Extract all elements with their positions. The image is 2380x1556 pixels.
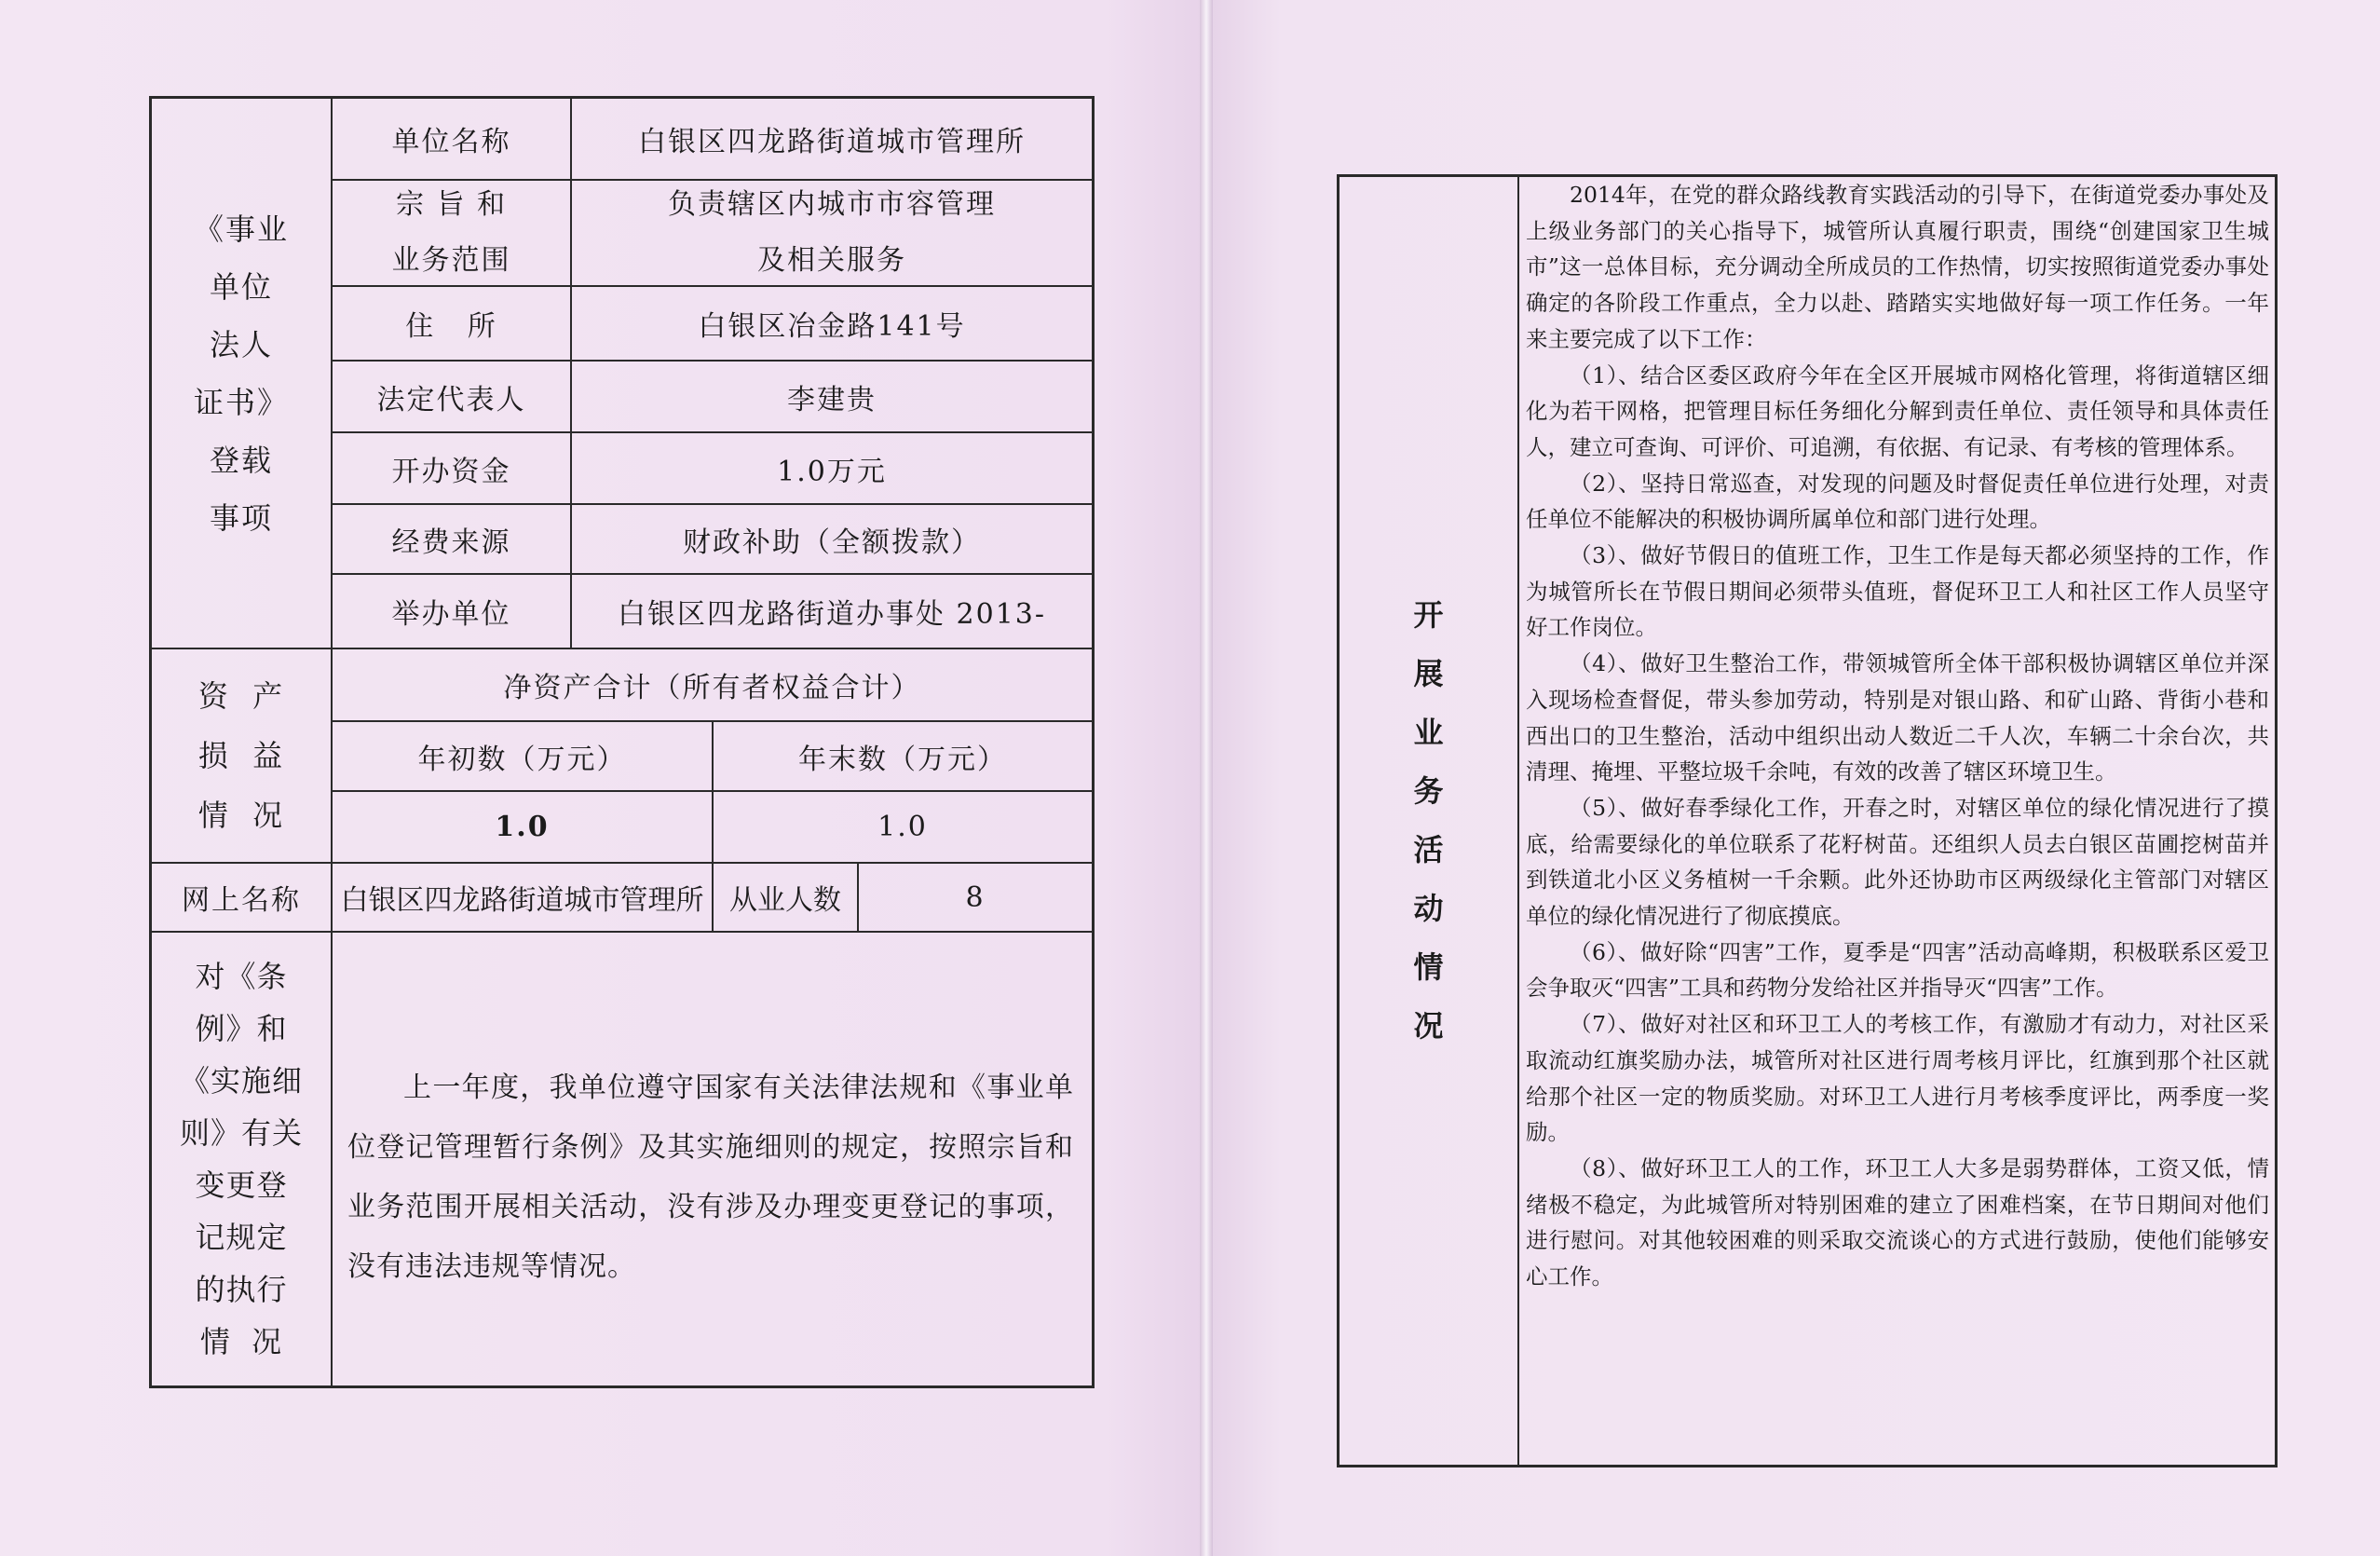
business-activities-label xyxy=(1340,177,1519,1465)
activity-paragraph: （1）、结合区委区政府今年在全区开展城市网格化管理，将街道辖区细化为若干网格，把管理目标任务细化分解到责任单位、责任领导和具体责任人，建立可查询、可评价、可追溯，有依据、有记录、有考核的管理体系。 xyxy=(1526,362,2269,460)
field-funds: 开办资金 xyxy=(391,455,511,488)
activity-paragraph: （8）、做好环卫工人的工作，环卫工人大多是弱势群体，工资又低，情绪极不稳定，为此城管所对特别困难的建立了困难档案，在节日期间对他们进行慰问。对其他较困难的则采取交流谈心的方式进行鼓励，使他们能够安心工作。 xyxy=(1526,1154,2269,1290)
staff-count-value: 8 xyxy=(965,880,986,914)
business-activities-text xyxy=(1526,177,2269,1295)
registration-section-label: 《事业 单位 法人 证书》 登载 事项 xyxy=(193,211,289,536)
assets-section-label: 资 产 损 益 情 况 xyxy=(197,678,285,833)
end-of-year-value: 1.0 xyxy=(877,811,928,843)
end-of-year-header: 年末数（万元） xyxy=(798,743,1007,776)
value-unit-name: 白银区四龙路街道城市管理所 xyxy=(638,126,1026,158)
activity-paragraph: （3）、做好节假日的值班工作，卫生工作是每天都必须坚持的工作，作为城管所长在节假日期间必须带头值班，督促环卫工人和社区工作人员坚守好工作岗位。 xyxy=(1526,542,2269,641)
label-char: 况 xyxy=(1413,1008,1444,1044)
field-unit-name: 单位名称 xyxy=(391,126,511,158)
activity-paragraph: （5）、做好春季绿化工作，开春之时，对辖区单位的绿化情况进行了摸底，给需要绿化的单位联系了花籽树苗。还组织人员去白银区苗圃挖树苗并到铁道北小区义务植树一千余颗。此外还协助市区两级绿化主管部门对辖区单位的绿化情况进行了彻底摸底。 xyxy=(1526,794,2269,930)
registration-table xyxy=(149,96,1095,1388)
label-char: 业 xyxy=(1413,715,1444,750)
activity-paragraph: （2）、坚持日常巡查，对发现的问题及时督促责任单位进行处理，对责任单位不能解决的积极协调所属单位和部门进行处理。 xyxy=(1526,470,2269,533)
label-char: 情 xyxy=(1413,949,1444,985)
start-of-year-header: 年初数（万元） xyxy=(417,743,627,776)
compliance-section-label: 对《条 例》和 《实施细 则》有关 变更登 记规定 的执行 情 况 xyxy=(179,959,303,1359)
net-assets-header: 净资产合计（所有者权益合计） xyxy=(503,672,921,704)
value-address: 白银区冶金路141号 xyxy=(698,310,966,343)
value-legal-rep: 李建贵 xyxy=(787,383,877,416)
value-funds: 1.0万元 xyxy=(777,455,887,488)
field-address: 住 所 xyxy=(405,310,497,343)
field-funding-source: 经费来源 xyxy=(391,525,511,559)
value-purpose-scope: 负责辖区内城市市容管理 及相关服务 xyxy=(668,188,996,277)
activity-paragraph: （6）、做好除“四害”工作，夏季是“四害”活动高峰期，积极联系区爱卫会争取灭“四害”工具和药物分发给社区并指导灭“四害”工作。 xyxy=(1526,938,2269,1002)
start-of-year-value: 1.0 xyxy=(495,811,550,843)
label-char: 展 xyxy=(1413,656,1444,691)
staff-count-label: 从业人数 xyxy=(729,884,841,917)
activity-paragraph: （4）、做好卫生整治工作，带领城管所全体干部积极协调辖区单位并深入现场检查督促，带头参加劳动，特别是对银山路、和矿山路、背街小巷和西出口的卫生整治，活动中组织出动人数近二千人次，车辆二十余台次，共清理、掩埋、平整垃圾千余吨，有效的改善了辖区环境卫生。 xyxy=(1526,650,2269,785)
activity-paragraph: 2014年，在党的群众路线教育实践活动的引导下，在街道党委办事处及上级业务部门的关心指导下，城管所认真履行职责，围绕“创建国家卫生城市”这一总体目标，充分调动全所成员的工作热情，切实按照街道党委办事处确定的各阶段工作重点，全力以赴、踏踏实实地做好每一项工作任务。一年来主要完成了以下工作： xyxy=(1526,182,2269,352)
business-activities-box xyxy=(1337,174,2278,1467)
value-funding-source: 财政补助（全额拨款） xyxy=(683,525,981,559)
label-char: 开 xyxy=(1413,597,1444,633)
book-gutter xyxy=(1200,0,1213,1556)
online-name-label: 网上名称 xyxy=(182,884,301,917)
label-char: 务 xyxy=(1413,773,1444,809)
value-sponsor: 白银区四龙路街道办事处 2013- xyxy=(617,598,1047,631)
field-sponsor: 举办单位 xyxy=(391,598,511,631)
activity-paragraph: （7）、做好对社区和环卫工人的考核工作，有激励才有动力，对社区采取流动红旗奖励办法，城管所对社区进行周考核月评比，红旗到那个社区就给那个社区一定的物质奖励。对环卫工人进行月考核季度评比，两季度一奖励。 xyxy=(1526,1011,2269,1146)
label-char: 动 xyxy=(1413,891,1444,926)
compliance-text: 上一年度，我单位遵守国家有关法律法规和《事业单位登记管理暂行条例》及其实施细则的规定，按照宗旨和业务范围开展相关活动，没有涉及办理变更登记的事项，没有违法违规等情况。 xyxy=(347,1071,1074,1283)
field-legal-rep: 法定代表人 xyxy=(376,383,526,416)
online-name-value: 白银区四龙路街道城市管理所 xyxy=(340,884,704,917)
label-char: 活 xyxy=(1413,832,1444,867)
field-purpose-scope: 宗 旨 和 业务范围 xyxy=(391,188,511,277)
